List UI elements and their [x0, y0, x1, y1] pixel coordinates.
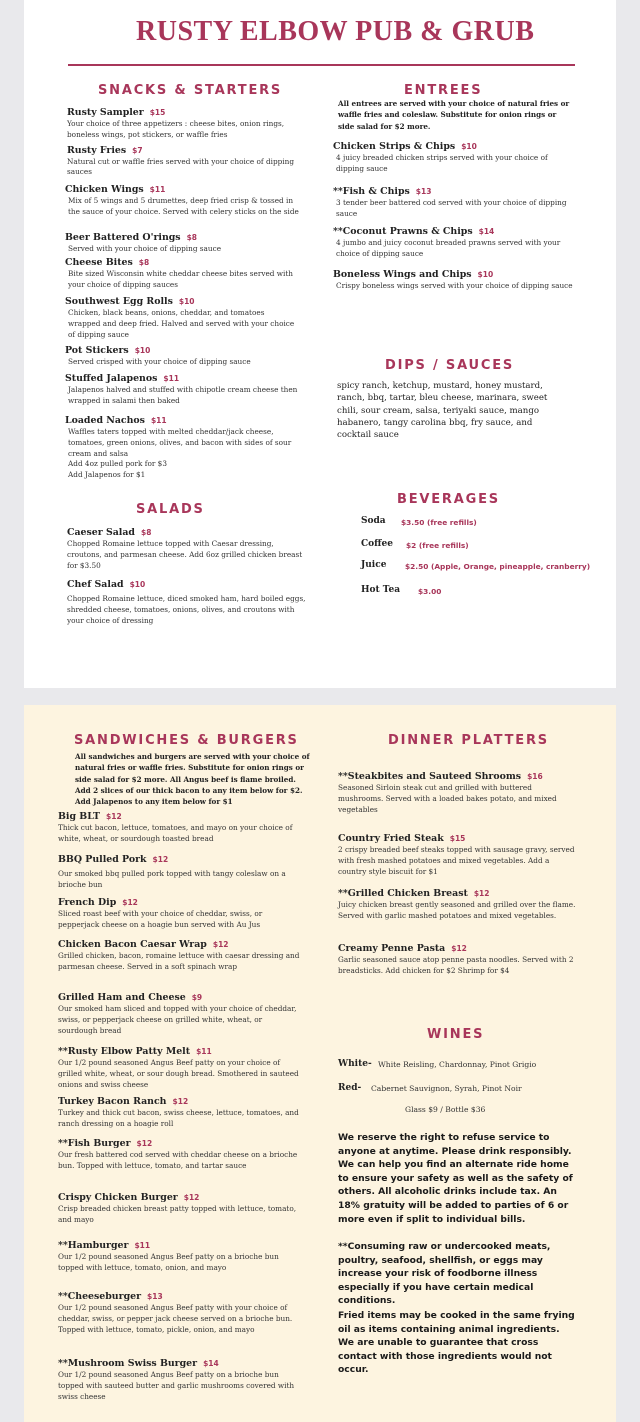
item-price: $10	[477, 270, 494, 279]
item-name: **Cheeseburger	[58, 1291, 142, 1302]
item-price: $11	[134, 1241, 151, 1250]
item-description: 2 crispy breaded beef steaks topped with sausage gravy, served with fresh mashed potatoes and mixed vegetables. Add a country style biscuit for $1	[338, 845, 575, 876]
section-heading-snacks: SNACKS & STARTERS	[98, 83, 283, 98]
item-price: $7	[132, 145, 143, 155]
menu-item	[338, 771, 578, 815]
item-description: Our 1/2 pound seasoned Angus Beef patty with your choice of cheddar, swiss, or pepper jack cheese served on a brioche bun. Topped with lettuce, tomato, pickle, onion, and mayo	[58, 1303, 293, 1334]
policy-service: We reserve the right to refuse service to anyone at anytime. Please drink responsibly. We can help you find an alternate ride home to ensure your safety as well as the safety of others. All alcoholic drinks include tax. An 18% gratuity will be added to parties of 6 or more even if split to individual bills.	[338, 1132, 573, 1225]
menu-item	[58, 1240, 302, 1274]
menu-item	[333, 141, 573, 175]
item-name: Rusty Sampler	[67, 107, 144, 118]
item-description: Our 1/2 pound seasoned Angus Beef patty on a brioche bun topped with lettuce, tomato, onion, and mayo	[58, 1252, 279, 1272]
menu-item	[58, 897, 302, 931]
item-price: $10	[129, 580, 146, 589]
item-price: $8	[138, 258, 150, 267]
item-price: $15	[449, 834, 466, 843]
item-description: Chopped Romaine lettuce, diced smoked ham, hard boiled eggs, shredded cheese, tomatoes, onions, olives, and croutons with your choice of dressing	[67, 594, 306, 625]
menu-item	[65, 415, 307, 481]
wine-red-list: Cabernet Sauvignon, Syrah, Pinot Noir	[371, 1084, 522, 1093]
item-description: Bite sized Wisconsin white cheddar cheese bites served with your choice of dipping sauces	[68, 269, 293, 289]
menu-item	[65, 257, 307, 291]
item-name: Creamy Penne Pasta	[338, 943, 446, 954]
item-description: 4 jumbo and juicy coconut breaded prawns served with your choice of dipping sauce	[336, 238, 561, 258]
item-name: Caeser Salad	[67, 527, 135, 538]
item-description: Our fresh battered cod served with cheddar cheese on a brioche bun. Topped with lettuce, tomato, and tartar sauce	[58, 1150, 298, 1170]
section-heading-salads: SALADS	[136, 502, 205, 517]
item-name: Cheese Bites	[65, 257, 133, 268]
item-description: Served crisped with your choice of dipping sauce	[68, 357, 251, 366]
item-price: $13	[147, 1292, 163, 1301]
menu-item	[67, 107, 295, 141]
item-price: $9	[191, 993, 203, 1002]
item-description: Chopped Romaine lettuce topped with Caesar dressing, croutons, and parmesan cheese. Add 6oz grilled chicken breast for $3.50	[67, 539, 303, 570]
item-description: Served with your choice of dipping sauce	[68, 244, 222, 253]
item-description: Thick cut bacon, lettuce, tomatoes, and mayo on your choice of white, wheat, or sourdough toasted bread	[58, 823, 293, 843]
beverage-price: $2 (free refills)	[406, 541, 469, 550]
item-price: $12	[106, 812, 122, 821]
menu-item	[58, 1046, 302, 1090]
item-price: $11	[163, 374, 180, 383]
menu-item	[65, 296, 297, 340]
item-price: $16	[527, 772, 543, 781]
beverage-name: Soda	[361, 516, 386, 526]
item-description: Natural cut or waffle fries served with your choice of dipping sauces	[67, 156, 294, 177]
item-name: **Fish & Chips	[333, 186, 410, 197]
menu-item	[58, 1192, 302, 1226]
item-description: Our smoked ham sliced and topped with your choice of cheddar, swiss, or pepperjack cheese on grilled white, wheat, or sourdough bread	[58, 1004, 297, 1035]
section-heading-dips: DIPS / SAUCES	[385, 358, 515, 373]
item-description: Mix of 5 wings and 5 drumettes, deep fried crisp & tossed in the sauce of your choice. Served with celery sticks on the side	[68, 196, 299, 216]
item-price: $10	[134, 346, 151, 355]
entrees-note: All entrees are served with your choice of natural fries or waffle fries and coleslaw. Substitute for onion rings or side salad for $2 more.	[338, 99, 570, 131]
menu-item	[65, 345, 307, 368]
item-description: 4 juicy breaded chicken strips served with your choice of dipping sauce	[336, 153, 548, 173]
item-description: 3 tender beer battered cod served with your choice of dipping sauce	[336, 198, 567, 218]
wine-red-label: Red-	[338, 1083, 362, 1093]
menu-item	[333, 269, 573, 292]
item-description: Seasoned Sirloin steak cut and grilled with buttered mushrooms. Served with a loaded bakes potato, and mixed vegetables	[338, 783, 557, 814]
item-name: Boneless Wings and Chips	[333, 269, 472, 280]
item-name: **Mushroom Swiss Burger	[58, 1358, 198, 1369]
item-price: $11	[150, 416, 167, 425]
menu-item	[58, 1358, 302, 1402]
sandwiches-note: All sandwiches and burgers are served with your choice of natural fries or waffle fries. Substitute for onion rings or side salad for $2 more. All Angus beef is flame broiled. Add 2 slices of our thick bacon to any item below for $2. Add Jalapenos to any item below for $1	[75, 752, 310, 807]
item-description: Garlic seasoned sauce atop penne pasta noodles. Served with 2 breadsticks. Add chicken for $2 Shrimp for $4	[338, 955, 574, 975]
item-price: $12	[122, 898, 138, 907]
menu-item	[58, 811, 302, 845]
item-name: **Coconut Prawns & Chips	[333, 226, 473, 237]
item-name: Loaded Nachos	[65, 415, 145, 426]
item-name: Beer Battered O'rings	[65, 232, 181, 243]
item-description: Turkey and thick cut bacon, swiss cheese, lettuce, tomatoes, and ranch dressing on a hoagie roll	[58, 1108, 299, 1128]
item-description: Sliced roast beef with your choice of cheddar, swiss, or pepperjack cheese on a hoagie bun served with Au Jus	[58, 909, 263, 929]
item-name: Chicken Wings	[65, 184, 144, 195]
item-name: Big BLT	[58, 811, 101, 822]
item-name: Turkey Bacon Ranch	[58, 1096, 167, 1107]
section-heading-beverages: BEVERAGES	[397, 492, 500, 507]
menu-item	[58, 1096, 302, 1130]
menu-item	[58, 992, 302, 1036]
menu-item	[65, 184, 307, 218]
beverage-name: Juice	[361, 560, 387, 570]
beverage-price: $3.50 (free refills)	[401, 518, 477, 527]
item-price: $8	[186, 233, 198, 242]
item-description: Waffles taters topped with melted cheddar/jack cheese, tomatoes, green onions, olives, and bacon with sides of sour cream and salsa Add 4oz pulled pork for $3 Add Jalapenos for $1	[68, 427, 292, 480]
beverage-name: Coffee	[361, 539, 394, 549]
item-price: $12	[473, 889, 490, 898]
menu-item	[58, 1291, 302, 1335]
item-price: $14	[203, 1359, 219, 1368]
section-heading-wines: WINES	[427, 1027, 485, 1042]
item-name: Southwest Egg Rolls	[65, 296, 173, 307]
item-price: $11	[149, 185, 166, 194]
item-price: $15	[149, 108, 166, 117]
item-price: $12	[136, 1139, 153, 1148]
item-price: $12	[451, 944, 467, 953]
menu-item	[338, 833, 578, 877]
section-heading-sandwiches: SANDWICHES & BURGERS	[74, 733, 299, 748]
beverage-price: $3.00	[418, 587, 442, 596]
item-name: Grilled Ham and Cheese	[58, 992, 186, 1003]
item-description: Chicken, black beans, onions, cheddar, and tomatoes wrapped and deep fried. Halved and served with your choice of dipping sauce	[68, 308, 295, 339]
item-price: $13	[415, 187, 432, 196]
menu-item	[67, 145, 295, 179]
wine-price: Glass $9 / Bottle $36	[405, 1105, 486, 1114]
item-name: Chicken Bacon Caesar Wrap	[58, 939, 207, 950]
section-heading-platters: DINNER PLATTERS	[388, 733, 549, 748]
item-description: Juicy chicken breast gently seasoned and grilled over the flame. Served with garlic mashed potatoes and mixed vegetables.	[338, 900, 576, 920]
item-name: Chef Salad	[67, 579, 124, 590]
policy-fried-items: Fried items may be cooked in the same frying oil as items containing animal ingredients. We are unable to guarantee that cross contact with those ingredients would not occur.	[338, 1310, 575, 1376]
item-price: $12	[152, 855, 169, 864]
beverage-name: Hot Tea	[361, 585, 401, 595]
policy-raw-food-warning: **Consuming raw or undercooked meats, poultry, seafood, shellfish, or eggs may increase your risk of foodborne illness especially if you have certain medical conditions.	[338, 1241, 551, 1307]
item-price: $10	[178, 297, 195, 306]
item-price: $12	[183, 1193, 200, 1202]
item-name: Country Fried Steak	[338, 833, 444, 844]
item-description: Our 1/2 pound seasoned Angus Beef patty on your choice of grilled white, wheat, or sour dough bread. Smothered in sauteed onions and swiss cheese	[58, 1058, 299, 1089]
menu-item	[67, 527, 307, 571]
menu-item	[58, 854, 302, 891]
menu-item	[58, 939, 302, 973]
item-name: French Dip	[58, 897, 117, 908]
item-price: $14	[478, 227, 495, 236]
item-description: Our smoked bbq pulled pork topped with tangy coleslaw on a brioche bun	[58, 869, 286, 889]
item-name: **Steakbites and Sauteed Shrooms	[338, 771, 522, 782]
item-name: Rusty Fries	[67, 144, 127, 156]
item-price: $10	[461, 142, 477, 151]
item-price: $8	[140, 528, 152, 537]
item-description: Jalapenos halved and stuffed with chipotle cream cheese then wrapped in salami then baked	[68, 385, 298, 405]
item-description: Grilled chicken, bacon, romaine lettuce with caesar dressing and parmesan cheese. Served in a soft spinach wrap	[58, 951, 300, 971]
menu-item	[338, 943, 578, 977]
item-name: **Grilled Chicken Breast	[338, 888, 468, 899]
beverage-price: $2.50 (Apple, Orange, pineapple, cranberry)	[405, 562, 591, 571]
dips-list: spicy ranch, ketchup, mustard, honey mustard, ranch, bbq, tartar, bleu cheese, marinara, sweet chili, sour cream, salsa, teriyaki sauce, mango habanero, tangy carolina bbq, fry sauce, and cocktail sauce	[337, 381, 548, 441]
title-divider	[68, 64, 575, 66]
item-name: **Fish Burger	[58, 1138, 131, 1149]
item-price: $11	[196, 1047, 212, 1056]
wine-white-label: White-	[338, 1059, 372, 1069]
snacks-list	[67, 107, 295, 178]
item-price: $12	[212, 940, 229, 949]
item-name: BBQ Pulled Pork	[58, 854, 147, 865]
item-name: Pot Stickers	[65, 345, 129, 356]
restaurant-title: RUSTY ELBOW PUB & GRUB	[136, 16, 535, 47]
menu-item	[58, 1138, 302, 1172]
item-description: Your choice of three appetizers : cheese bites, onion rings, boneless wings, pot stickers, or waffle fries	[67, 119, 285, 139]
item-name: **Hamburger	[58, 1240, 129, 1251]
menu-item	[333, 186, 573, 220]
item-name: Chicken Strips & Chips	[333, 141, 456, 152]
item-description: Crispy boneless wings served with your choice of dipping sauce	[336, 281, 573, 290]
item-name: Crispy Chicken Burger	[58, 1192, 178, 1203]
menu-item	[338, 888, 578, 922]
section-heading-entrees: ENTREES	[404, 83, 483, 98]
menu-item	[67, 579, 307, 626]
item-price: $12	[172, 1097, 189, 1106]
item-description: Crisp breaded chicken breast patty topped with lettuce, tomato, and mayo	[58, 1204, 297, 1224]
item-name: Stuffed Jalapenos	[65, 373, 158, 384]
menu-item	[65, 232, 307, 255]
item-name: **Rusty Elbow Patty Melt	[58, 1046, 191, 1057]
menu-item	[65, 373, 307, 407]
wine-white-list: White Reisling, Chardonnay, Pinot Grigio	[378, 1060, 537, 1069]
menu-item	[333, 226, 573, 260]
item-description: Our 1/2 pound seasoned Angus Beef patty on a brioche bun topped with sauteed butter and garlic mushrooms covered with swiss cheese	[58, 1370, 295, 1401]
